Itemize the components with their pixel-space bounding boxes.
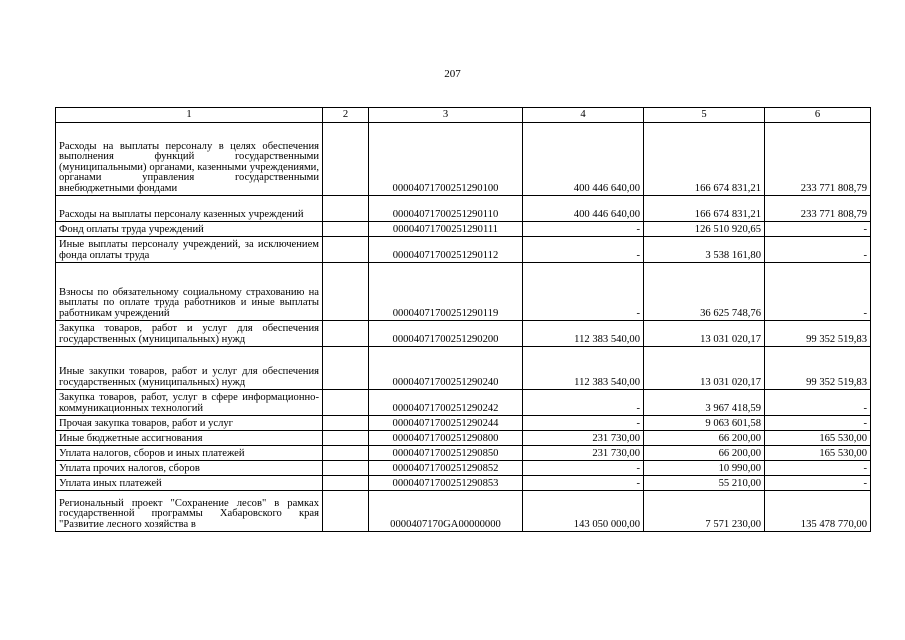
table-row	[56, 123, 871, 196]
row-value-4: -	[523, 222, 644, 237]
row-value-4: 112 383 540,00	[523, 321, 644, 347]
row-value-5: 7 571 230,00	[644, 491, 765, 532]
row-value-5: 9 063 601,58	[644, 416, 765, 431]
row-value-5: 166 674 831,21	[644, 123, 765, 196]
row-code: 00004071700251290852	[369, 461, 523, 476]
row-code: 00004071700251290100	[369, 123, 523, 196]
row-col2	[323, 263, 369, 321]
row-value-5: 36 625 748,76	[644, 263, 765, 321]
row-value-4: -	[523, 476, 644, 491]
row-col2	[323, 196, 369, 222]
row-code: 00004071700251290850	[369, 446, 523, 461]
row-name: Уплата налогов, сборов и иных платежей	[56, 446, 323, 461]
row-col2	[323, 461, 369, 476]
column-header: 5	[644, 108, 765, 123]
row-value-4: -	[523, 237, 644, 263]
column-header: 2	[323, 108, 369, 123]
row-code: 00004071700251290111	[369, 222, 523, 237]
budget-table	[55, 107, 871, 532]
row-name: Расходы на выплаты персоналу казенных учреждений	[56, 196, 323, 222]
row-code: 00004071700251290240	[369, 347, 523, 390]
row-value-6: 135 478 770,00	[765, 491, 871, 532]
row-value-5: 55 210,00	[644, 476, 765, 491]
row-name: Прочая закупка товаров, работ и услуг	[56, 416, 323, 431]
table-header-row	[56, 108, 871, 123]
table-row	[56, 416, 871, 431]
row-col2	[323, 321, 369, 347]
row-name: Иные бюджетные ассигнования	[56, 431, 323, 446]
row-name: Закупка товаров, работ, услуг в сфере информационно-коммуникационных технологий	[56, 390, 323, 416]
row-value-6: 233 771 808,79	[765, 196, 871, 222]
row-col2	[323, 237, 369, 263]
row-value-4: 231 730,00	[523, 446, 644, 461]
row-name: Уплата иных платежей	[56, 476, 323, 491]
table-row	[56, 347, 871, 390]
row-col2	[323, 446, 369, 461]
row-value-4: -	[523, 390, 644, 416]
row-value-4: 400 446 640,00	[523, 123, 644, 196]
row-col2	[323, 491, 369, 532]
row-name: Фонд оплаты труда учреждений	[56, 222, 323, 237]
row-value-5: 10 990,00	[644, 461, 765, 476]
table-row	[56, 390, 871, 416]
row-code: 00004071700251290800	[369, 431, 523, 446]
table-row	[56, 321, 871, 347]
row-value-6: -	[765, 390, 871, 416]
row-col2	[323, 347, 369, 390]
table-row	[56, 476, 871, 491]
table-row	[56, 461, 871, 476]
table-row	[56, 491, 871, 532]
row-name: Иные закупки товаров, работ и услуг для обеспечения государственных (муниципальных) нужд	[56, 347, 323, 390]
row-value-4: 400 446 640,00	[523, 196, 644, 222]
row-code: 00004071700251290244	[369, 416, 523, 431]
row-value-5: 126 510 920,65	[644, 222, 765, 237]
table-row	[56, 431, 871, 446]
row-value-5: 13 031 020,17	[644, 321, 765, 347]
row-name: Закупка товаров, работ и услуг для обеспечения государственных (муниципальных) нужд	[56, 321, 323, 347]
row-value-4: -	[523, 416, 644, 431]
column-header: 4	[523, 108, 644, 123]
row-col2	[323, 476, 369, 491]
row-value-5: 166 674 831,21	[644, 196, 765, 222]
row-value-5: 66 200,00	[644, 446, 765, 461]
page-number: 207	[444, 68, 461, 80]
row-col2	[323, 123, 369, 196]
table-row	[56, 263, 871, 321]
row-code: 00004071700251290110	[369, 196, 523, 222]
row-value-6: -	[765, 461, 871, 476]
row-value-6: -	[765, 237, 871, 263]
row-value-5: 3 538 161,80	[644, 237, 765, 263]
row-col2	[323, 416, 369, 431]
row-name: Региональный проект "Сохранение лесов" в рамках государственной программы Хабаровского края "Развитие лесного хозяйства в	[56, 491, 323, 532]
row-code: 00004071700251290853	[369, 476, 523, 491]
row-value-4: 231 730,00	[523, 431, 644, 446]
row-col2	[323, 222, 369, 237]
row-value-6: 165 530,00	[765, 431, 871, 446]
row-code: 00004071700251290119	[369, 263, 523, 321]
row-value-6: 99 352 519,83	[765, 321, 871, 347]
row-name: Взносы по обязательному социальному страхованию на выплаты по оплате труда работников и иные выплаты работникам учреждений	[56, 263, 323, 321]
row-value-6: 233 771 808,79	[765, 123, 871, 196]
row-value-5: 66 200,00	[644, 431, 765, 446]
column-header: 1	[56, 108, 323, 123]
table-row	[56, 237, 871, 263]
row-code: 0000407170GA00000000	[369, 491, 523, 532]
row-value-5: 13 031 020,17	[644, 347, 765, 390]
row-code: 00004071700251290200	[369, 321, 523, 347]
row-value-6: 99 352 519,83	[765, 347, 871, 390]
row-code: 00004071700251290112	[369, 237, 523, 263]
row-value-4: -	[523, 263, 644, 321]
table-row	[56, 196, 871, 222]
row-value-6: 165 530,00	[765, 446, 871, 461]
row-value-6: -	[765, 222, 871, 237]
column-header: 6	[765, 108, 871, 123]
row-name: Уплата прочих налогов, сборов	[56, 461, 323, 476]
row-value-4: -	[523, 461, 644, 476]
row-value-6: -	[765, 416, 871, 431]
row-col2	[323, 390, 369, 416]
row-value-4: 143 050 000,00	[523, 491, 644, 532]
row-name: Расходы на выплаты персоналу в целях обеспечения выполнения функций государственными (муниципальными) органами, казенными учреждениями, органами управления государственными внебюджетными фондами	[56, 123, 323, 196]
row-code: 00004071700251290242	[369, 390, 523, 416]
row-col2	[323, 431, 369, 446]
table-row	[56, 222, 871, 237]
row-value-6: -	[765, 476, 871, 491]
row-value-6: -	[765, 263, 871, 321]
row-value-4: 112 383 540,00	[523, 347, 644, 390]
column-header: 3	[369, 108, 523, 123]
row-value-5: 3 967 418,59	[644, 390, 765, 416]
table-row	[56, 446, 871, 461]
row-name: Иные выплаты персоналу учреждений, за исключением фонда оплаты труда	[56, 237, 323, 263]
